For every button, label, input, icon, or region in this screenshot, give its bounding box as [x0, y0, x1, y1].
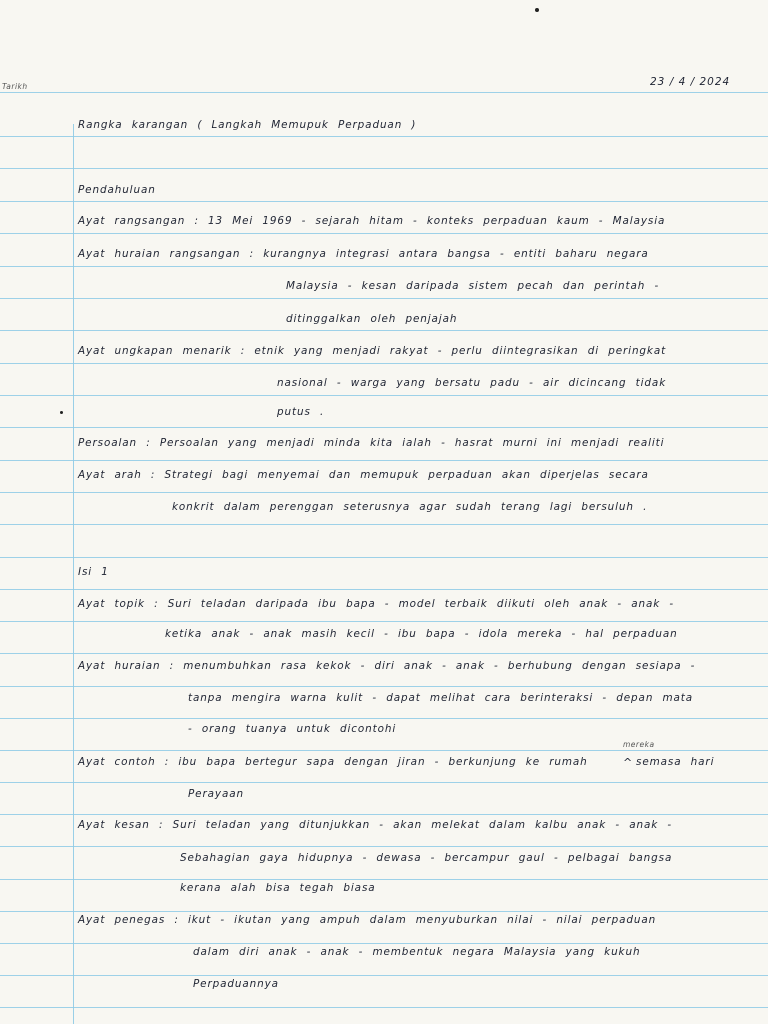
- ruled-line: [0, 846, 768, 847]
- ruled-line: [0, 814, 768, 815]
- text-line: Ayat topik : Suri teladan daripada ibu bapa - model terbaik diikuti oleh anak - anak -: [78, 598, 675, 610]
- ruled-line: [0, 460, 768, 461]
- text-line: Persoalan : Persoalan yang menjadi minda kita ialah - hasrat murni ini menjadi realiti: [78, 437, 665, 449]
- ruled-line: [0, 136, 768, 137]
- ruled-line: [0, 492, 768, 493]
- ruled-line: [0, 427, 768, 428]
- text-line: kerana alah bisa tegah biasa: [180, 882, 376, 894]
- margin-line: [73, 124, 74, 1024]
- date: 23 / 4 / 2024: [650, 76, 731, 88]
- insertion-caret: ^: [623, 756, 633, 769]
- ruled-line: [0, 750, 768, 751]
- ruled-line: [0, 363, 768, 364]
- ruled-line: [0, 298, 768, 299]
- ruled-line: [0, 395, 768, 396]
- text-line: Ayat penegas : ikut - ikutan yang ampuh dalam menyuburkan nilai - nilai perpaduan: [78, 914, 657, 926]
- text-line: Ayat arah : Strategi bagi menyemai dan memupuk perpaduan akan diperjelas secara: [78, 469, 649, 481]
- ruled-line: [0, 975, 768, 976]
- ruled-line: [0, 621, 768, 622]
- ruled-line: [0, 653, 768, 654]
- ruled-line: [0, 589, 768, 590]
- ruled-line: [0, 718, 768, 719]
- text-line: Sebahagian gaya hidupnya - dewasa - bercampur gaul - pelbagai bangsa: [180, 852, 673, 864]
- text-line: nasional - warga yang bersatu padu - air dicincang tidak: [277, 377, 667, 389]
- text-line: Ayat ungkapan menarik : etnik yang menjadi rakyat - perlu diintegrasikan di peringkat: [78, 345, 667, 357]
- ruled-line: [0, 879, 768, 880]
- text-line: - orang tuanya untuk dicontohi: [188, 723, 397, 735]
- text-line: ketika anak - anak masih kecil - ibu bapa - idola mereka - hal perpaduan: [165, 628, 678, 640]
- text-line: Ayat huraian : menumbuhkan rasa kekok - diri anak - anak - berhubung dengan sesiapa -: [78, 660, 696, 672]
- text-line: Malaysia - kesan daripada sistem pecah dan perintah -: [286, 280, 660, 292]
- ruled-line: [0, 92, 768, 93]
- insertion-note: mereka: [623, 740, 655, 749]
- text-line: Perpaduannya: [193, 978, 279, 990]
- text-line: tanpa mengira warna kulit - dapat melihat cara berinteraksi - depan mata: [188, 692, 694, 704]
- text-line: semasa hari: [636, 756, 715, 768]
- text-line: Perayaan: [188, 788, 244, 800]
- ruled-line: [0, 911, 768, 912]
- text-line: dalam diri anak - anak - membentuk negara Malaysia yang kukuh: [193, 946, 641, 958]
- ruled-line: [0, 524, 768, 525]
- text-line: Ayat kesan : Suri teladan yang ditunjukkan - akan melekat dalam kalbu anak - anak -: [78, 819, 673, 831]
- date-label: Tarikh: [2, 82, 28, 91]
- ruled-line: [0, 943, 768, 944]
- ruled-line: [0, 168, 768, 169]
- ruled-line: [0, 686, 768, 687]
- ruled-line: [0, 201, 768, 202]
- ruled-line: [0, 782, 768, 783]
- text-line: konkrit dalam perenggan seterusnya agar sudah terang lagi bersuluh .: [172, 501, 648, 513]
- text-line: ditinggalkan oleh penjajah: [286, 313, 458, 325]
- ink-dot: [535, 8, 539, 12]
- ruled-line: [0, 266, 768, 267]
- ruled-line: [0, 1007, 768, 1008]
- ruled-line: [0, 233, 768, 234]
- text-line: Ayat contoh : ibu bapa bertegur sapa dengan jiran - berkunjung ke rumah: [78, 756, 588, 768]
- section-heading: Pendahuluan: [78, 184, 156, 196]
- page-title: Rangka karangan ( Langkah Memupuk Perpaduan ): [78, 119, 417, 131]
- section-heading: Isi 1: [78, 566, 109, 578]
- ruled-line: [0, 557, 768, 558]
- text-line: Ayat huraian rangsangan : kurangnya integrasi antara bangsa - entiti baharu negara: [78, 248, 649, 260]
- text-line: putus .: [277, 406, 325, 418]
- ruled-line: [0, 330, 768, 331]
- ink-dot: [60, 411, 63, 414]
- text-line: Ayat rangsangan : 13 Mei 1969 - sejarah hitam - konteks perpaduan kaum - Malaysia: [78, 215, 666, 227]
